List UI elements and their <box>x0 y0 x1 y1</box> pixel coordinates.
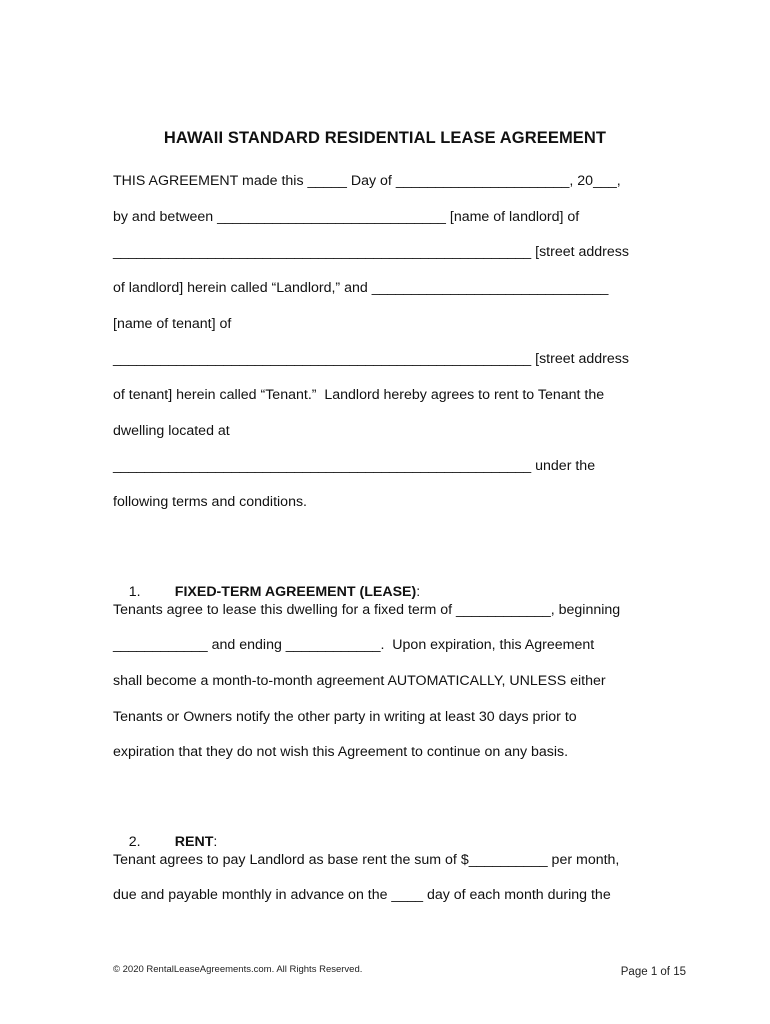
section-title: FIXED-TERM AGREEMENT (LEASE) <box>174 584 417 600</box>
section-line: shall become a month-to-month agreement AUTOMATICALLY, UNLESS either <box>113 673 606 689</box>
section-line: Tenants or Owners notify the other party in writing at least 30 days prior to <box>113 709 577 725</box>
intro-line: [name of tenant] of <box>113 316 232 332</box>
document-title: HAWAII STANDARD RESIDENTIAL LEASE AGREEMENT <box>163 129 607 147</box>
intro-line: _____________________________________________________ under the <box>113 458 596 474</box>
section-line: Tenant agrees to pay Landlord as base rent the sum of $__________ per month, <box>113 852 620 868</box>
intro-line: of tenant] herein called “Tenant.” Landlord hereby agrees to rent to Tenant the <box>113 387 605 403</box>
section-title: RENT <box>174 834 214 850</box>
section-number: 1. <box>128 584 141 600</box>
intro-line: by and between _____________________________ [name of landlord] of <box>113 209 580 225</box>
intro-line: _____________________________________________________ [street address <box>113 351 629 367</box>
section-number: 2. <box>128 834 141 850</box>
section-line: ____________ and ending ____________. Upon expiration, this Agreement <box>113 637 595 653</box>
footer-copyright: © 2020 RentalLeaseAgreements.com. All Rights Reserved. <box>113 964 363 975</box>
section-line: due and payable monthly in advance on the ____ day of each month during the <box>113 887 611 903</box>
footer-page-number: Page 1 of 15 <box>620 966 686 978</box>
intro-line: _____________________________________________________ [street address <box>113 244 629 260</box>
section-line: Tenants agree to lease this dwelling for a fixed term of ____________, beginning <box>113 602 621 618</box>
intro-line: THIS AGREEMENT made this _____ Day of ______________________, 20___, <box>113 173 621 189</box>
intro-line: dwelling located at <box>113 423 230 439</box>
intro-line: of landlord] herein called “Landlord,” and ______________________________ <box>113 280 609 296</box>
section-title-suffix: : <box>416 584 421 600</box>
intro-line: following terms and conditions. <box>113 494 307 510</box>
section-line: expiration that they do not wish this Agreement to continue on any basis. <box>113 744 569 760</box>
section-title-suffix: : <box>213 834 218 850</box>
